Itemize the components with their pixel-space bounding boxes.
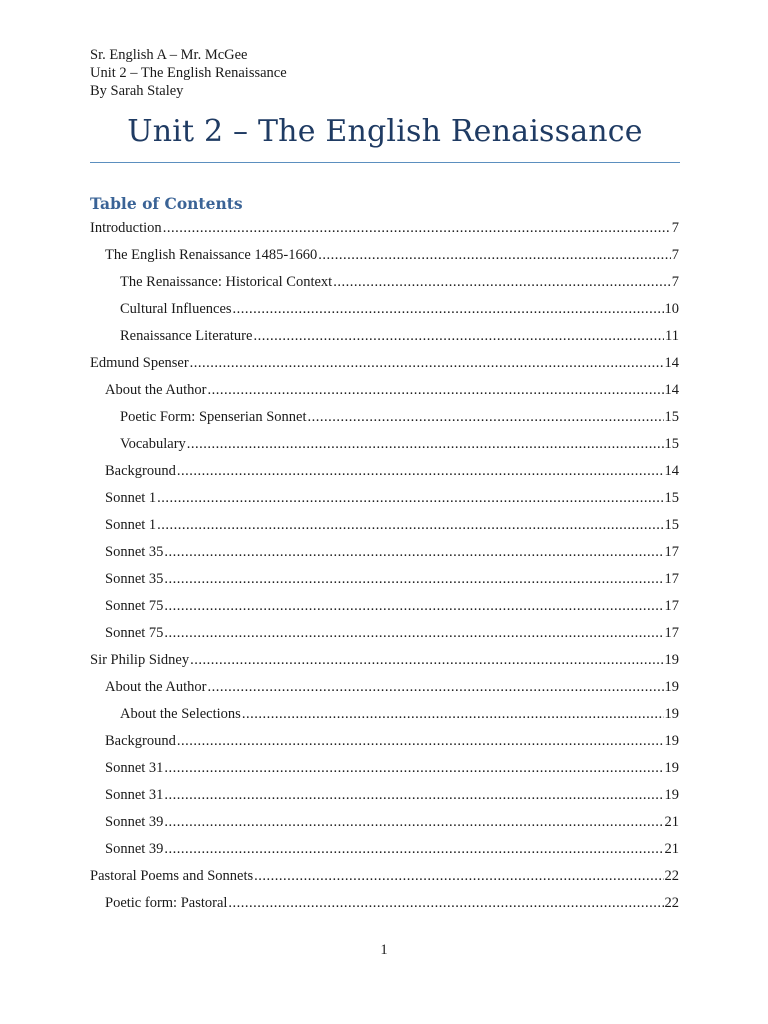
toc-entry[interactable]	[90, 623, 679, 650]
toc-entry[interactable]	[90, 353, 679, 380]
toc-entry-page[interactable]: 14	[664, 382, 679, 398]
toc-entry[interactable]	[90, 326, 679, 353]
toc-entry[interactable]	[90, 812, 679, 839]
toc-entry-page[interactable]: 17	[664, 571, 679, 587]
toc-entry-label[interactable]: Cultural Influences	[120, 301, 232, 317]
toc-entry-label[interactable]: Sonnet 1	[105, 517, 157, 533]
toc-dot-leader	[164, 839, 663, 859]
header-unit-line: Unit 2 – The English Renaissance	[90, 65, 287, 81]
toc-entry[interactable]	[90, 515, 679, 542]
toc-entry-page[interactable]: 17	[664, 544, 679, 560]
toc-entry-page[interactable]: 19	[664, 760, 679, 776]
toc-entry[interactable]	[90, 677, 679, 704]
toc-entry[interactable]	[90, 407, 679, 434]
toc-dot-leader	[190, 650, 663, 670]
toc-dot-leader	[177, 731, 664, 751]
toc-entry-label[interactable]: Sonnet 75	[105, 598, 164, 614]
toc-dot-leader	[164, 596, 663, 616]
table-of-contents	[90, 218, 679, 920]
toc-entry[interactable]	[90, 218, 679, 245]
toc-entry-page[interactable]: 19	[664, 652, 679, 668]
toc-entry-label[interactable]: Sonnet 35	[105, 544, 164, 560]
toc-entry-label[interactable]: Background	[105, 733, 176, 749]
toc-entry[interactable]	[90, 488, 679, 515]
toc-dot-leader	[164, 542, 663, 562]
toc-entry-label[interactable]: The Renaissance: Historical Context	[120, 274, 333, 290]
toc-dot-leader	[208, 677, 664, 697]
toc-entry-label[interactable]: Background	[105, 463, 176, 479]
toc-entry-page[interactable]: 22	[664, 895, 679, 911]
header-author-line: By Sarah Staley	[90, 83, 184, 99]
toc-dot-leader	[187, 434, 664, 454]
toc-dot-leader	[164, 569, 663, 589]
toc-entry[interactable]	[90, 785, 679, 812]
toc-entry-label[interactable]: Poetic form: Pastoral	[105, 895, 228, 911]
toc-entry-page[interactable]: 15	[664, 436, 679, 452]
toc-entry-label[interactable]: Sonnet 1	[105, 490, 157, 506]
toc-entry[interactable]	[90, 839, 679, 866]
toc-entry-label[interactable]: About the Author	[105, 382, 207, 398]
toc-entry-page[interactable]: 17	[664, 598, 679, 614]
toc-dot-leader	[307, 407, 663, 427]
toc-entry[interactable]	[90, 380, 679, 407]
toc-entry[interactable]	[90, 893, 679, 920]
toc-entry-label[interactable]: Sonnet 31	[105, 760, 164, 776]
toc-entry-label[interactable]: Sonnet 39	[105, 841, 164, 857]
toc-entry-label[interactable]: Poetic Form: Spenserian Sonnet	[120, 409, 307, 425]
toc-entry-label[interactable]: Sir Philip Sidney	[90, 652, 190, 668]
toc-dot-leader	[208, 380, 664, 400]
toc-entry-page[interactable]: 21	[664, 841, 679, 857]
toc-entry-label[interactable]: Pastoral Poems and Sonnets	[90, 868, 254, 884]
toc-dot-leader	[233, 299, 664, 319]
toc-entry-label[interactable]: About the Author	[105, 679, 207, 695]
toc-entry-label[interactable]: Renaissance Literature	[120, 328, 253, 344]
toc-entry[interactable]	[90, 461, 679, 488]
toc-entry-page[interactable]: 22	[664, 868, 679, 884]
toc-dot-leader	[157, 488, 663, 508]
toc-entry-page[interactable]: 19	[664, 706, 679, 722]
toc-entry-label[interactable]: Sonnet 39	[105, 814, 164, 830]
toc-entry-page[interactable]: 7	[671, 220, 679, 236]
toc-entry[interactable]	[90, 596, 679, 623]
document-header	[90, 46, 287, 100]
toc-entry[interactable]	[90, 866, 679, 893]
toc-entry-label[interactable]: The English Renaissance 1485-1660	[105, 247, 318, 263]
toc-entry[interactable]	[90, 245, 679, 272]
toc-entry[interactable]	[90, 299, 679, 326]
toc-entry-page[interactable]: 14	[664, 463, 679, 479]
toc-entry-label[interactable]: Sonnet 31	[105, 787, 164, 803]
toc-entry[interactable]	[90, 758, 679, 785]
toc-dot-leader	[318, 245, 671, 265]
toc-entry-label[interactable]: Edmund Spenser	[90, 355, 189, 371]
toc-entry-page[interactable]: 10	[664, 301, 679, 317]
toc-dot-leader	[254, 866, 663, 886]
toc-dot-leader	[164, 758, 663, 778]
toc-dot-leader	[253, 326, 664, 346]
toc-entry-page[interactable]: 7	[671, 247, 679, 263]
toc-entry-label[interactable]: About the Selections	[120, 706, 241, 722]
toc-dot-leader	[228, 893, 663, 913]
toc-entry[interactable]	[90, 542, 679, 569]
document-title: Unit 2 – The English Renaissance	[127, 114, 643, 149]
toc-entry-page[interactable]: 15	[664, 517, 679, 533]
toc-dot-leader	[177, 461, 664, 481]
toc-entry-page[interactable]: 17	[664, 625, 679, 641]
toc-entry[interactable]	[90, 272, 679, 299]
toc-entry[interactable]	[90, 434, 679, 461]
toc-entry-page[interactable]: 19	[664, 679, 679, 695]
toc-dot-leader	[190, 353, 664, 373]
page-number: 1	[380, 942, 388, 958]
title-underline-divider	[90, 162, 680, 163]
toc-dot-leader	[163, 218, 671, 238]
toc-entry-page[interactable]: 14	[664, 355, 679, 371]
toc-entry[interactable]	[90, 704, 679, 731]
toc-dot-leader	[164, 785, 663, 805]
toc-entry-page[interactable]: 15	[664, 490, 679, 506]
toc-dot-leader	[164, 623, 663, 643]
toc-entry[interactable]	[90, 569, 679, 596]
toc-entry[interactable]	[90, 650, 679, 677]
toc-heading: Table of Contents	[90, 194, 243, 213]
toc-entry-label[interactable]: Introduction	[90, 220, 162, 236]
toc-entry-page[interactable]: 19	[664, 787, 679, 803]
toc-entry-label[interactable]: Sonnet 75	[105, 625, 164, 641]
toc-dot-leader	[164, 812, 663, 832]
toc-entry-page[interactable]: 11	[665, 328, 679, 344]
toc-entry-page[interactable]: 19	[664, 733, 679, 749]
toc-dot-leader	[157, 515, 663, 535]
toc-dot-leader	[242, 704, 664, 724]
toc-dot-leader	[333, 272, 671, 292]
header-course-line: Sr. English A – Mr. McGee	[90, 47, 248, 63]
toc-entry[interactable]	[90, 731, 679, 758]
toc-entry-page[interactable]: 21	[664, 814, 679, 830]
toc-entry-label[interactable]: Sonnet 35	[105, 571, 164, 587]
toc-entry-page[interactable]: 15	[664, 409, 679, 425]
toc-entry-page[interactable]: 7	[671, 274, 679, 290]
toc-entry-label[interactable]: Vocabulary	[120, 436, 186, 452]
